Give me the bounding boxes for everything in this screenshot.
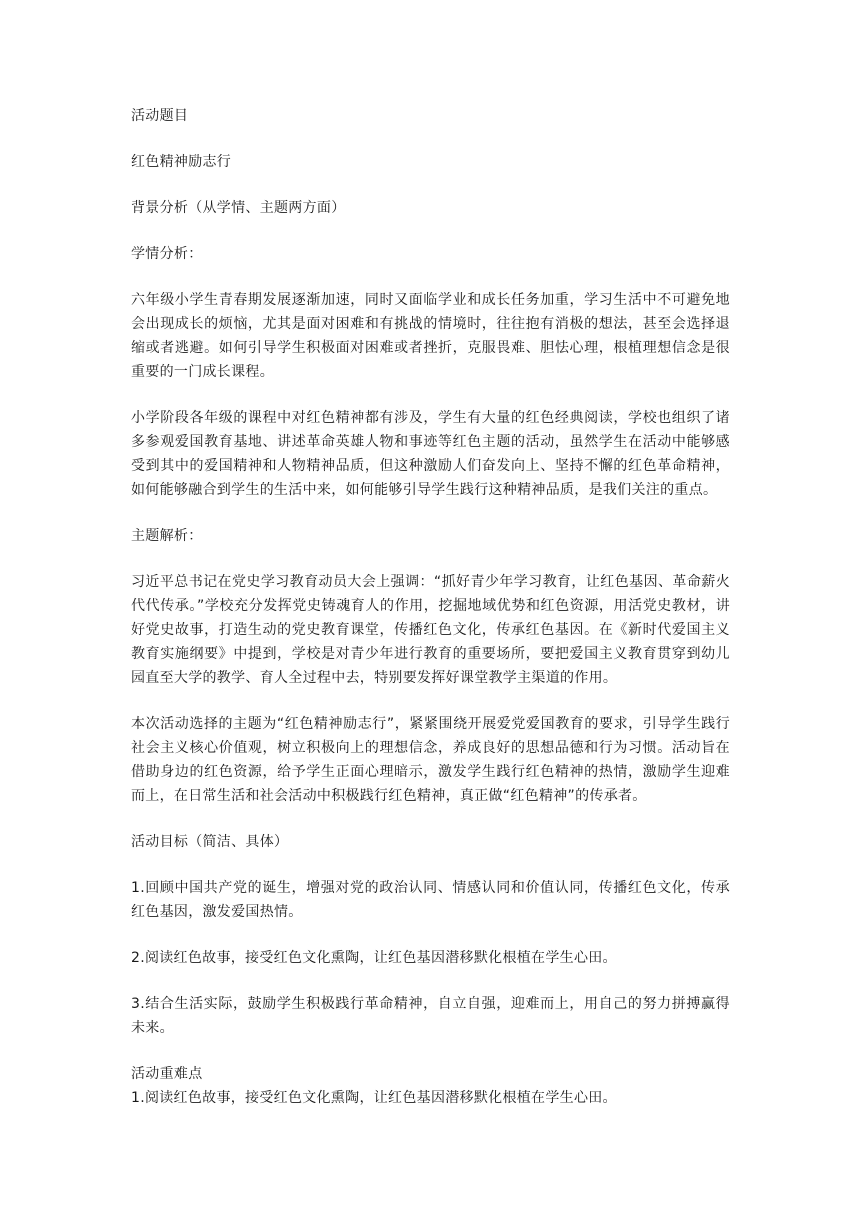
- objective-item-2: 2.阅读红色故事，接受红色文化熏陶，让红色基因潜移默化根植在学生心田。: [131, 950, 617, 966]
- paragraph-theme-analysis-1: 习近平总书记在党史学习教育动员大会上强调：“抓好青少年学习教育，让红色基因、革命薪火代代传承。”学校充分发挥党史铸魂育人的作用，挖掘地域优势和红色资源，用活党史教材，讲好党史故事，打造生动的党史教育课堂，传播红色文化，传承红色基因。在《新时代爱国主义教育实施纲要》中提到，学校是对青少年进行教育的重要场所，要把爱国主义教育贯穿到幼儿园直至大学的教学、育人全过程中去，特别要发挥好课堂教学主渠道的作用。: [131, 574, 730, 686]
- paragraph-student-analysis-1: 六年级小学生青春期发展逐渐加速，同时又面临学业和成长任务加重，学习生活中不可避免地会出现成长的烦恼，尤其是面对困难和有挑战的情境时，往往抱有消极的想法，甚至会选择退缩或者逃避。如何引导学生积极面对困难或者挫折，克服畏难、胆怯心理，根植理想信念是很重要的一门成长课程。: [131, 292, 730, 380]
- section-heading-objectives: 活动目标（简洁、具体）: [131, 834, 289, 850]
- paragraph-student-analysis-2: 小学阶段各年级的课程中对红色精神都有涉及，学生有大量的红色经典阅读，学校也组织了诸多参观爱国教育基地、讲述革命英雄人物和事迹等红色主题的活动，虽然学生在活动中能够感受到其中的爱国精神和人物精神品质，但这种激励人们奋发向上、坚持不懈的红色革命精神，如何能够融合到学生的生活中来，如何能够引导学生践行这种精神品质，是我们关注的重点。: [131, 410, 730, 498]
- section-heading-activity-title: 活动题目: [131, 108, 189, 124]
- subheading-theme-analysis: 主题解析：: [131, 528, 203, 544]
- activity-title-text: 红色精神励志行: [131, 154, 232, 170]
- key-point-item-1: 1.阅读红色故事，接受红色文化熏陶，让红色基因潜移默化根植在学生心田。: [131, 1090, 617, 1106]
- objective-item-3: 3.结合生活实际，鼓励学生积极践行革命精神，自立自强，迎难而上，用自己的努力拼搏赢得未来。: [131, 996, 730, 1036]
- subheading-student-analysis: 学情分析：: [131, 246, 203, 262]
- document-body: [131, 104, 730, 1110]
- section-heading-background: 背景分析（从学情、主题两方面）: [131, 200, 346, 216]
- objective-item-1: 1.回顾中国共产党的诞生，增强对党的政治认同、情感认同和价值认同，传播红色文化，传承红色基因，激发爱国热情。: [131, 880, 730, 920]
- paragraph-theme-analysis-2: 本次活动选择的主题为“红色精神励志行”，紧紧围绕开展爱党爱国教育的要求，引导学生践行社会主义核心价值观，树立积极向上的理想信念，养成良好的思想品德和行为习惯。活动旨在借助身边的红色资源，给予学生正面心理暗示，激发学生践行红色精神的热情，激励学生迎难而上，在日常生活和社会活动中积极践行红色精神，真正做“红色精神”的传承者。: [131, 716, 730, 804]
- section-heading-key-points: 活动重难点: [131, 1066, 203, 1082]
